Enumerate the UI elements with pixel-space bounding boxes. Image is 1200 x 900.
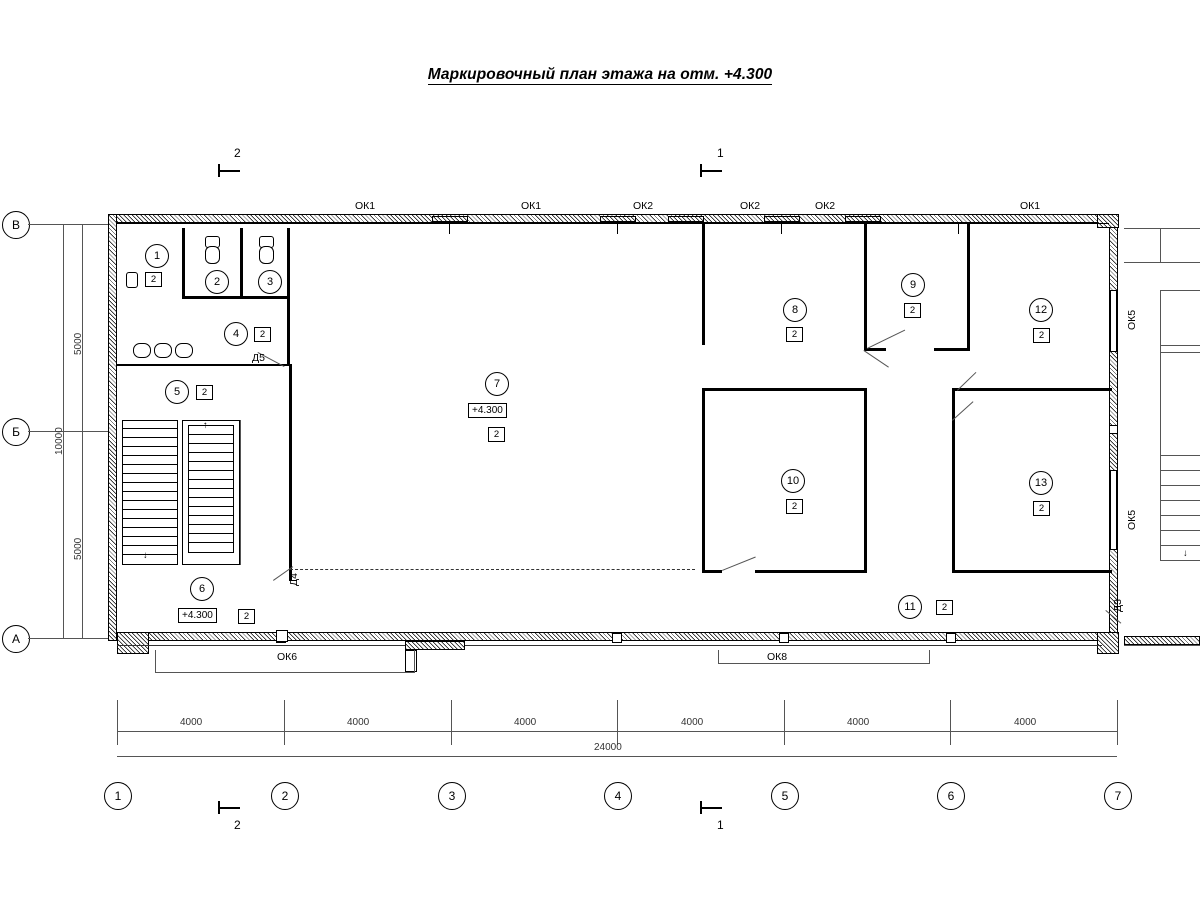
window-label-OK1-a: ОК1: [355, 200, 376, 212]
exterior-wall-left: [108, 214, 117, 641]
room-tag-4: 2: [254, 327, 271, 342]
room-number-9: 9: [901, 273, 925, 297]
section-mark-1-bottom: 1: [717, 818, 724, 832]
section-arrow-cap: [700, 801, 702, 814]
hall-dashed-line: [290, 569, 695, 570]
partition-toilet-2: [240, 228, 243, 298]
right-stair-step: [1160, 515, 1200, 516]
window-label-OK2-b: ОК2: [740, 200, 761, 212]
room-number-12: 12: [1029, 298, 1053, 322]
dim-label-h-5: 4000: [1014, 717, 1037, 728]
right-stair-top: [1160, 290, 1200, 291]
window-leader: [449, 224, 450, 234]
right-stair-step: [1160, 530, 1200, 531]
room-number-10: 10: [781, 469, 805, 493]
partition-r10-right: [864, 388, 867, 573]
page-title-text: Маркировочный план этажа на отм. +4.300: [427, 66, 773, 83]
stair-arrow-down-right: ↓: [1183, 548, 1188, 559]
room-number-11: 11: [898, 595, 922, 619]
section-arrow-line: [700, 807, 722, 809]
partition-toilet-1: [182, 228, 185, 298]
dim-chain-overall: [117, 756, 1117, 757]
room-tag-6: 2: [238, 609, 255, 624]
bottom-outline-1: [117, 645, 1102, 646]
section-mark-1-top: 1: [717, 146, 724, 160]
dim-label-h-1: 4000: [347, 717, 370, 728]
room-number-7: 7: [485, 372, 509, 396]
partition-r12-bottom: [952, 388, 1112, 391]
dim-tick: [77, 431, 87, 432]
room-tag-8: 2: [786, 327, 803, 342]
partition-r9-left: [864, 223, 867, 351]
room-tag-11: 2: [936, 600, 953, 615]
axis-line-v-0: [28, 224, 113, 225]
axis-marker-h-1: 2: [271, 782, 299, 810]
right-stair-step: [1160, 485, 1200, 486]
dim-ext-5: [784, 700, 785, 745]
toilet-bowl-2: [205, 246, 220, 264]
axis-marker-h-6: 7: [1104, 782, 1132, 810]
axis-label: А: [11, 632, 20, 646]
dim-label-v-0: 5000: [73, 332, 84, 355]
room-number-6: 6: [190, 577, 214, 601]
partition-r8-left: [702, 223, 705, 345]
window-sill: [605, 222, 631, 224]
window-sill: [769, 222, 795, 224]
porch-wall: [405, 641, 465, 650]
dim-ext-2: [284, 700, 285, 745]
window-label-OK2-a: ОК2: [633, 200, 654, 212]
stair-arrow-down: ↓: [143, 550, 148, 561]
partition-toilet-h2: [243, 296, 290, 299]
window-leader: [958, 224, 959, 234]
dim-tick: [77, 638, 87, 639]
dim-ext-7: [1117, 700, 1118, 745]
partition-r10-left: [702, 388, 705, 573]
partition-r10-bottom-b: [755, 570, 867, 573]
elevation-tag-7: +4.300: [468, 403, 507, 418]
window-symbol: [668, 216, 704, 222]
window-opening-right-1: [1110, 290, 1117, 352]
window-leader: [617, 224, 618, 234]
partition-corridor-long: [289, 366, 292, 581]
section-arrow-cap: [218, 801, 220, 814]
dim-tick: [77, 224, 87, 225]
right-stair-step: [1160, 470, 1200, 471]
toilet-bowl-3: [259, 246, 274, 264]
room-tag-10: 2: [786, 499, 803, 514]
entrance-zone-v2: [929, 650, 930, 664]
partition-r10-bottom-a: [702, 570, 722, 573]
right-ext-line-1: [1124, 228, 1200, 229]
door-label-d4: Д4: [288, 573, 300, 586]
section-mark-2-top: 2: [234, 146, 241, 160]
room-tag-1: 2: [145, 272, 162, 287]
section-arrow-cap: [700, 164, 702, 177]
partition-r8-bottom: [702, 388, 867, 391]
dim-label-v-2: 5000: [73, 537, 84, 560]
dim-ext-1: [117, 700, 118, 745]
axis-marker-h-3: 4: [604, 782, 632, 810]
window-symbol: [845, 216, 881, 222]
window-label-OK6: ОК6: [277, 651, 298, 663]
room-tag-9: 2: [904, 303, 921, 318]
room-number-4: 4: [224, 322, 248, 346]
window-mark: [779, 633, 789, 643]
door-swing-r13: [952, 401, 973, 420]
stair-arrow-up: ↑: [203, 420, 208, 431]
porch-outline-h: [155, 672, 415, 673]
sink-fixture-1: [133, 343, 151, 358]
room-number-3: 3: [258, 270, 282, 294]
right-stair-step: [1160, 500, 1200, 501]
door-label-d3: Д3: [1112, 599, 1124, 612]
axis-label: Б: [12, 425, 20, 439]
dim-label-h-3: 4000: [681, 717, 704, 728]
partition-r13-left: [952, 388, 955, 573]
dim-tick: [58, 638, 68, 639]
toilet-fixture-1: [126, 272, 138, 288]
entrance-zone-line: [718, 663, 930, 664]
section-mark-2-bottom: 2: [234, 818, 241, 832]
window-label-OK8: ОК8: [767, 651, 788, 663]
elevation-tag-6: +4.300: [178, 608, 217, 623]
partition-r13-bottom: [952, 570, 1112, 573]
window-opening-right-2: [1110, 470, 1117, 550]
partition-corridor-v: [287, 296, 290, 366]
axis-marker-h-5: 6: [937, 782, 965, 810]
dim-label-h-2: 4000: [514, 717, 537, 728]
window-leader: [781, 224, 782, 234]
room-number-2: 2: [205, 270, 229, 294]
dim-label-overall: 24000: [594, 742, 622, 753]
dim-label-h-0: 4000: [180, 717, 203, 728]
window-label-OK5-b: ОК5: [1126, 509, 1138, 530]
door-leader-r8: [863, 350, 888, 368]
section-arrow-cap: [218, 164, 220, 177]
room-tag-12: 2: [1033, 328, 1050, 343]
pilaster-bottom-left: [117, 632, 149, 654]
porch-step: [405, 650, 417, 672]
dim-ext-4: [617, 700, 618, 745]
sink-fixture-2: [154, 343, 172, 358]
right-stair-bottom: [1160, 560, 1200, 561]
right-ext-line-2: [1124, 262, 1200, 263]
right-stair-step: [1160, 345, 1200, 346]
stair-room-top-wall: [117, 364, 292, 366]
right-ext-bottom: [1124, 645, 1200, 646]
dim-tick: [58, 224, 68, 225]
partition-r9-bottom-b: [934, 348, 970, 351]
window-label-OK2-c: ОК2: [815, 200, 836, 212]
porch-outline-v2: [414, 650, 415, 673]
right-stair-step: [1160, 455, 1200, 456]
dim-label-h-4: 4000: [847, 717, 870, 728]
stair-edge: [240, 420, 241, 565]
page-title: [0, 66, 1200, 84]
window-sill: [943, 222, 977, 224]
door-swing-r10: [722, 557, 756, 571]
window-label-OK1-c: ОК1: [1020, 200, 1041, 212]
right-ext-wall: [1124, 636, 1200, 645]
partition-r9-right: [967, 223, 970, 351]
door-label-d5: Д5: [252, 352, 265, 364]
room-number-13: 13: [1029, 471, 1053, 495]
axis-marker-v-1: [2, 418, 30, 446]
axis-label: В: [11, 218, 20, 232]
pilaster-top-right: [1097, 214, 1119, 228]
axis-marker-v-0: [2, 211, 30, 239]
axis-marker-h-0: 1: [104, 782, 132, 810]
porch-outline-v1: [155, 650, 156, 673]
room-tag-5: 2: [196, 385, 213, 400]
room-number-1: 1: [145, 244, 169, 268]
door-opening-d4: [276, 630, 288, 642]
sink-fixture-3: [175, 343, 193, 358]
right-stair-step: [1160, 545, 1200, 546]
window-mark-right: [1109, 425, 1118, 434]
section-arrow-line: [700, 170, 722, 172]
section-arrow-line: [218, 807, 240, 809]
partition-toilet-h: [182, 296, 244, 299]
room-number-5: 5: [165, 380, 189, 404]
room-tag-7: 2: [488, 427, 505, 442]
axis-marker-h-4: 5: [771, 782, 799, 810]
pilaster-bottom-right: [1097, 632, 1119, 654]
entrance-zone-v1: [718, 650, 719, 664]
partition-toilet-3: [287, 228, 290, 298]
room-number-8: 8: [783, 298, 807, 322]
dim-label-v-overall: 10000: [54, 427, 65, 455]
window-label-OK5-a: ОК5: [1126, 309, 1138, 330]
axis-marker-h-2: 3: [438, 782, 466, 810]
section-arrow-line: [218, 170, 240, 172]
room-tag-13: 2: [1033, 501, 1050, 516]
dim-ext-6: [950, 700, 951, 745]
right-stair-edge: [1160, 290, 1161, 560]
window-label-OK1-b: ОК1: [521, 200, 542, 212]
window-sill-left: [122, 222, 310, 224]
axis-marker-v-2: [2, 625, 30, 653]
axis-line-v-1: [28, 431, 113, 432]
stair-flight-left: [122, 420, 178, 565]
axis-line-v-2: [28, 638, 113, 639]
right-stair-step: [1160, 352, 1200, 353]
dim-ext-3: [451, 700, 452, 745]
window-sill: [437, 222, 463, 224]
window-mark: [612, 633, 622, 643]
right-ext-line-3: [1160, 228, 1161, 262]
door-swing-r9: [867, 330, 905, 349]
window-mark: [946, 633, 956, 643]
